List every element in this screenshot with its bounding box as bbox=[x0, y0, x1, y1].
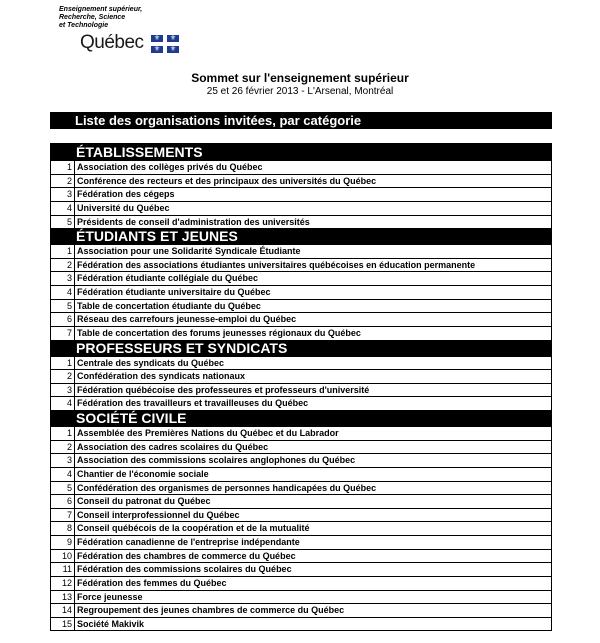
row-number: 15 bbox=[51, 618, 75, 631]
table-row bbox=[51, 481, 551, 495]
organization-name: Fédération des femmes du Québec bbox=[77, 577, 227, 588]
organization-name: Société Makivik bbox=[77, 618, 145, 629]
row-number: 1 bbox=[51, 161, 75, 174]
table-row bbox=[51, 312, 551, 326]
organization-name: Fédération des commissions scolaires du Québec bbox=[77, 564, 292, 575]
table-row bbox=[51, 244, 551, 258]
row-number: 8 bbox=[51, 522, 75, 535]
table-row bbox=[51, 453, 551, 467]
row-number: 1 bbox=[51, 245, 75, 258]
organization-name: Confédération des organismes de personnes handicapées du Québec bbox=[77, 482, 377, 493]
table-row bbox=[51, 440, 551, 454]
row-number: 2 bbox=[51, 370, 75, 383]
organization-name: Fédération des travailleurs et travailleuses du Québec bbox=[77, 398, 309, 409]
organization-name: Université du Québec bbox=[77, 202, 170, 213]
table-row bbox=[51, 617, 551, 631]
row-number: 11 bbox=[51, 563, 75, 576]
organization-name: Association des commissions scolaires anglophones du Québec bbox=[77, 455, 356, 466]
ministry-line-3: et Technologie bbox=[59, 22, 109, 29]
organization-name: Fédération des associations étudiantes universitaires québécoises en éducation permanente bbox=[77, 259, 476, 270]
category-header: ÉTABLISSEMENTS bbox=[51, 144, 551, 160]
organization-name: Chantier de l'économie sociale bbox=[77, 468, 209, 479]
ministry-line-2: Recherche, Science bbox=[59, 14, 126, 21]
table-row bbox=[51, 160, 551, 174]
table-row bbox=[51, 215, 551, 229]
organization-name: Regroupement des jeunes chambres de commerce du Québec bbox=[77, 605, 345, 616]
row-number: 2 bbox=[51, 175, 75, 188]
row-number: 3 bbox=[51, 188, 75, 201]
quebec-wordmark: Québec bbox=[80, 32, 144, 53]
row-number: 6 bbox=[51, 495, 75, 508]
table-row bbox=[51, 576, 551, 590]
organization-name: Association des cadres scolaires du Québec bbox=[77, 441, 269, 452]
table-row bbox=[51, 396, 551, 410]
table-row bbox=[51, 467, 551, 481]
table-row bbox=[51, 326, 551, 340]
table-row bbox=[51, 603, 551, 617]
table-row bbox=[51, 535, 551, 549]
table-row bbox=[51, 356, 551, 370]
table-row bbox=[51, 521, 551, 535]
organization-name: Fédération étudiante universitaire du Québec bbox=[77, 287, 271, 297]
organization-name: Présidents de conseil d'administration des universités bbox=[77, 216, 310, 227]
row-number: 6 bbox=[51, 313, 75, 326]
category-header: PROFESSEURS ET SYNDICATS bbox=[51, 340, 551, 356]
row-number: 1 bbox=[51, 357, 75, 370]
organization-name: Fédération étudiante collégiale du Québec bbox=[77, 273, 259, 284]
table-row bbox=[51, 549, 551, 563]
organization-name: Association des collèges privés du Québec bbox=[77, 162, 263, 172]
row-number: 12 bbox=[51, 577, 75, 590]
ministry-name bbox=[59, 6, 142, 30]
organization-name: Fédération canadienne de l'entreprise indépendante bbox=[77, 537, 300, 547]
row-number: 10 bbox=[51, 550, 75, 563]
table-row bbox=[51, 174, 551, 188]
row-number: 5 bbox=[51, 482, 75, 495]
row-number: 3 bbox=[51, 454, 75, 467]
organization-name: Conseil québécois de la coopération et de la mutualité bbox=[77, 523, 310, 534]
row-number: 4 bbox=[51, 468, 75, 481]
list-title: Liste des organisations invitées, par catégorie bbox=[50, 112, 552, 129]
table-row bbox=[51, 508, 551, 522]
quebec-ministry-logo bbox=[59, 6, 199, 54]
organization-name: Centrale des syndicats du Québec bbox=[77, 357, 225, 368]
table-row bbox=[51, 494, 551, 508]
row-number: 7 bbox=[51, 509, 75, 522]
table-row bbox=[51, 562, 551, 576]
row-number: 1 bbox=[51, 427, 75, 440]
row-number: 4 bbox=[51, 397, 75, 410]
table-row bbox=[51, 426, 551, 440]
row-number: 14 bbox=[51, 604, 75, 617]
row-number: 5 bbox=[51, 300, 75, 313]
row-number: 5 bbox=[51, 216, 75, 229]
row-number: 3 bbox=[51, 272, 75, 285]
row-number: 4 bbox=[51, 202, 75, 215]
row-number: 3 bbox=[51, 384, 75, 397]
organization-name: Table de concertation des forums jeunesses régionaux du Québec bbox=[77, 327, 361, 338]
row-number: 7 bbox=[51, 327, 75, 340]
organization-name: Force jeunesse bbox=[77, 591, 143, 602]
table-row bbox=[51, 258, 551, 272]
organization-name: Conférence des recteurs et des principaux des universités du Québec bbox=[77, 175, 377, 186]
row-number: 2 bbox=[51, 441, 75, 454]
table-row bbox=[51, 383, 551, 397]
table-row bbox=[51, 285, 551, 299]
row-number: 2 bbox=[51, 259, 75, 272]
ministry-line-1: Enseignement supérieur, bbox=[59, 6, 143, 13]
table-row bbox=[51, 201, 551, 215]
organization-name: Assemblée des Premières Nations du Québec et du Labrador bbox=[77, 428, 339, 438]
row-number: 9 bbox=[51, 536, 75, 549]
organization-name: Fédération des chambres de commerce du Québec bbox=[77, 550, 296, 561]
table-row bbox=[51, 187, 551, 201]
category-header: SOCIÉTÉ CIVILE bbox=[51, 410, 551, 426]
organization-name: Fédération québécoise des professeures et professeurs d'université bbox=[77, 384, 370, 395]
organization-name: Fédération des cégeps bbox=[77, 189, 175, 200]
table-row bbox=[51, 590, 551, 604]
organizations-table bbox=[50, 143, 552, 631]
organization-name: Conseil interprofessionnel du Québec bbox=[77, 509, 240, 520]
organization-name: Réseau des carrefours jeunesse-emploi du Québec bbox=[77, 314, 297, 325]
category-header: ÉTUDIANTS ET JEUNES bbox=[51, 228, 551, 244]
table-row bbox=[51, 369, 551, 383]
table-row bbox=[51, 299, 551, 313]
organization-name: Association pour une Solidarité Syndicale Étudiante bbox=[77, 246, 301, 257]
fleur-de-lis-flag-icon: ⚜ ⚜ ⚜ ⚜ bbox=[151, 35, 179, 53]
organization-name: Table de concertation étudiante du Québec bbox=[77, 300, 261, 311]
row-number: 13 bbox=[51, 591, 75, 604]
organization-name: Conseil du patronat du Québec bbox=[77, 496, 211, 507]
row-number: 4 bbox=[51, 286, 75, 299]
table-row bbox=[51, 271, 551, 285]
organization-name: Confédération des syndicats nationaux bbox=[77, 371, 246, 382]
page-subtitle: 25 et 26 février 2013 - L'Arsenal, Montréal bbox=[206, 86, 394, 97]
page-title: Sommet sur l'enseignement supérieur bbox=[191, 71, 409, 85]
